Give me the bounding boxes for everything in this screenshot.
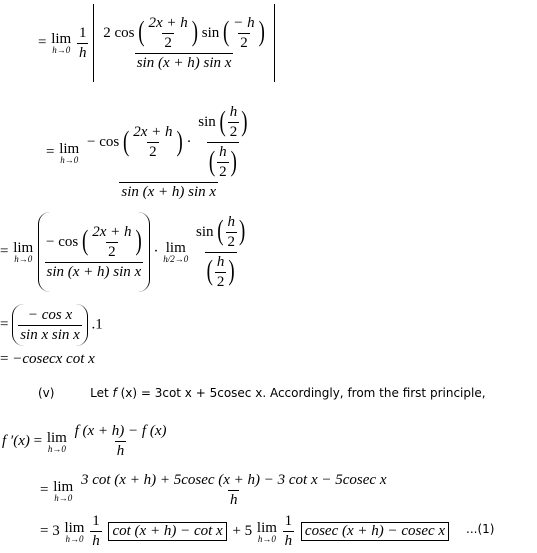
limit-operator: lim h→0 xyxy=(59,140,80,165)
limit-operator: lim h→0 xyxy=(53,478,74,503)
limit-operator-half: lim h/2→0 xyxy=(163,240,189,264)
parenthesis-group: $\frac{\text{− cos x}}{\text{sin x sin x}}$ xyxy=(12,304,88,346)
equation-line-2 xyxy=(46,104,254,201)
equals-sign: = xyxy=(38,34,47,51)
equation-number: ...(1) xyxy=(466,522,495,536)
main-fraction: − cos ( $\frac{2x + h}{2}$ ) · sin ( $\frac{h}{2}$ ) ( $\frac{h}{2}$ ) sin (x + h) sin x xyxy=(85,104,253,201)
limit-operator: lim h→0 xyxy=(51,31,72,55)
limit-operator: lim h→0 xyxy=(46,429,67,454)
main-fraction: 2 cos ( $\frac{2x + h}{2}$ ) sin ( $\frac{- h}{2}$ ) sin (x + h) sin x xyxy=(101,15,267,72)
bracket-cot-difference: cot (x + h) − cot x xyxy=(108,522,226,541)
equals-sign: = xyxy=(0,243,9,260)
equals-sign: = xyxy=(0,351,9,367)
derivative-line-2: = lim h→0 $\frac{\text{3 cot (x + h) + 5cosec (x + h) − 3 cot x − 5cosec x}}{h}$ xyxy=(40,472,387,508)
derivative-line-1: f ′(x) = lim h→0 $\frac{f (x + h) - f (x)}{h}$ xyxy=(2,423,167,459)
result-expression: −cosecx cot x xyxy=(12,351,95,367)
part-label: (v) xyxy=(38,386,55,400)
limit-operator: lim h→0 xyxy=(256,519,277,544)
equals-sign: = xyxy=(0,316,9,333)
fraction-one-over-h: $\frac{1}{h}$ xyxy=(78,24,87,61)
equation-line-1 xyxy=(38,4,275,82)
part-v-statement: (v) Let f (x) = 3cot x + 5cosec x. Accordingly, from the first principle, xyxy=(38,386,486,400)
equation-line-5 xyxy=(0,351,95,368)
equals-sign: = xyxy=(46,143,55,160)
f-prime-of-x: f ′(x) xyxy=(2,432,30,449)
derivative-line-3: = 3 lim h→0 $\frac{1}{h}$ cot (x + h) − cot x + 5 lim h→0 $\frac{1}{h}$ cosec (x + h) − cosec x xyxy=(40,513,451,550)
equation-line-4: = $\frac{\text{− cos x}}{\text{sin x sin x}}$ .1 xyxy=(0,304,103,346)
equation-line-3: = lim h→0 − cos ( $\frac{2x + h}{2}$ ) sin (x + h) sin x · lim h/2→0 sin ( $\frac{h}{2}$ ) ( $\frac{h}{2}$ ) xyxy=(0,212,248,292)
large-parenthesis-group: − cos ( $\frac{2x + h}{2}$ ) sin (x + h) sin x xyxy=(38,212,150,292)
limit-operator: lim h→0 xyxy=(64,519,85,544)
limit-operator: lim h→0 xyxy=(13,240,34,264)
bracket-cosec-difference: cosec (x + h) − cosec x xyxy=(301,522,449,541)
square-bracket-group xyxy=(93,4,275,82)
